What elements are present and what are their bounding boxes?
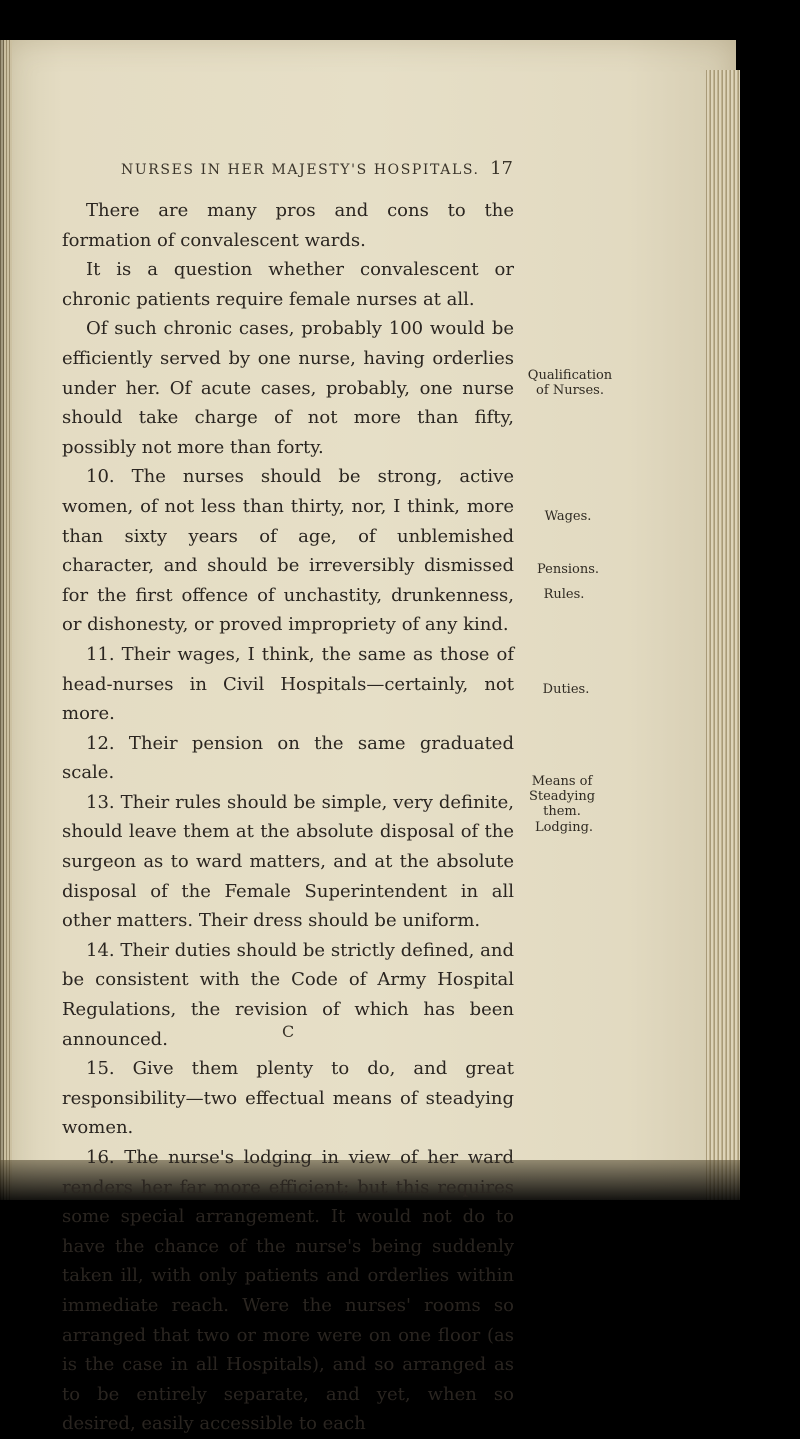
paragraph-16: 16. The nurse's lodging in view of her ward renders her far more efficient; but this requires some special arrangement. It would not do to have the chance of the nurse's being suddenly taken ill, with only patients and orderlies within immediate reach. Were the nurses' rooms so arranged that two or more were on one floor (as is the case in all Hospitals), and so arranged as to be entirely separate, and yet, when so desired, easily accessible to each: [62, 1147, 514, 1435]
paragraph-10: 10. The nurses should be strong, active women, of not less than thirty, nor, I think, more than sixty years of age, of unblemished character, and should be irreversibly dismissed for the first offence of unchastity, drunkenness, or dishonesty, or proved impropriety of any kind.: [62, 466, 514, 636]
paragraph: There are many pros and cons to the formation of convalescent wards.: [62, 200, 514, 251]
page-header: [121, 158, 517, 184]
paragraph: It is a question whether convalescent or chronic patients require female nurses at all.: [62, 259, 514, 310]
margin-note-lodging: Lodging.: [534, 820, 594, 835]
running-title: NURSES IN HER MAJESTY'S HOSPITALS.: [121, 162, 480, 178]
paragraph: Of such chronic cases, probably 100 would be efficiently served by one nurse, having orderlies under her. Of acute cases, probably, one nurse should take charge of not more than fifty, possibly not more than forty.: [62, 318, 514, 458]
margin-note-qualification: Qualification of Nurses.: [527, 368, 613, 398]
page-number: 17: [490, 158, 513, 179]
paragraph-11: 11. Their wages, I think, the same as those of head-nurses in Civil Hospitals—certainly, not more.: [62, 643, 514, 725]
signature-mark: C: [282, 1022, 295, 1041]
margin-note-duties: Duties.: [542, 682, 590, 697]
paragraph-12: 12. Their pension on the same graduated scale.: [62, 732, 514, 784]
margin-note-wages: Wages.: [544, 509, 592, 524]
margin-note-rules: Rules.: [543, 587, 585, 602]
left-page-edge: [0, 40, 12, 1200]
paragraph-13: 13. Their rules should be simple, very definite, should leave them at the absolute disposal of the surgeon as to ward matters, and at the absolute disposal of the Female Superintendent in all other matters. Their dress should be uniform.: [62, 791, 514, 932]
margin-note-pensions: Pensions.: [536, 562, 600, 577]
margin-note-means: Means of Steadying them.: [528, 774, 596, 819]
right-page-edges: [706, 70, 740, 1200]
paragraph-15: 15. Give them plenty to do, and great responsibility—two effectual means of steadying women.: [62, 1058, 514, 1139]
body-text: [62, 196, 514, 1439]
paragraph-14: 14. Their duties should be strictly defined, and be consistent with the Code of Army Hospital Regulations, the revision of which has been announced.: [62, 939, 514, 1050]
